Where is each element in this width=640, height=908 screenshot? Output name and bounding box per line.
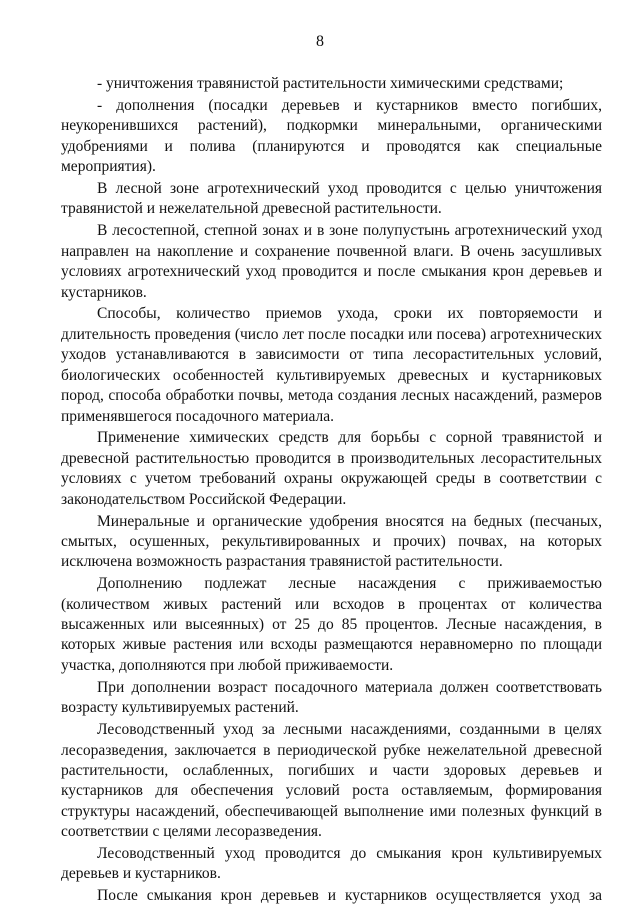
paragraph-forest-zone: В лесной зоне агротехнический уход проводится с целью уничтожения травянистой и нежелательной древесной растительности. — [61, 180, 602, 218]
paragraph-after-closure: После смыкания крон деревьев и кустарников осуществляется уход за — [97, 887, 602, 905]
paragraph-chemicals: Применение химических средств для борьбы с сорной травянистой и древесной растительностью проводится в производительных лесорастительных условиях с учетом требований охраны окружающей среды в соответствии с законодательством Российской Федерации. — [61, 429, 602, 508]
paragraph-list-item-destruction: - уничтожения травянистой растительности химическими средствами; — [97, 75, 564, 92]
paragraph-fertilizers: Минеральные и органические удобрения вносятся на бедных (песчаных, смытых, осушенных, рекультивированных и прочих) почвах, на которых исключена возможность разрастания травянистой растительности. — [61, 512, 602, 571]
page-number: 8 — [316, 33, 324, 50]
paragraph-methods: Способы, количество приемов ухода, сроки их повторяемости и длительность проведения (число лет после посадки или посева) агротехнических уходов устанавливаются в зависимости от типа лесорастительных условий, биологических особенностей культивируемых древесных и кустарниковых пород, способа обработки почвы, метода создания лесных насаждений, размеров применявшегося посадочного материала. — [61, 305, 602, 425]
paragraph-supplement-age: При дополнении возраст посадочного материала должен соответствовать возрасту культивируемых растений. — [61, 678, 602, 717]
paragraph-supplement-rules: Дополнению подлежат лесные насаждения с приживаемостью (количеством живых растений или всходов в процентах от количества высаженных или высеянных) от 25 до 85 процентов. Лесные насаждения, в которых живые растения или всходы размещаются неравномерно по площади участка, дополняются при любой приживаемости. — [61, 575, 602, 674]
paragraph-steppe-zone: В лесостепной, степной зонах и в зоне полупустынь агротехнический уход направлен на накопление и сохранение почвенной влаги. В очень засушливых условиях агротехнический уход проводится и после смыкания крон деревьев и кустарников. — [61, 222, 602, 301]
paragraph-care-until-closure: Лесоводственный уход проводится до смыкания крон культивируемых деревьев и кустарников. — [61, 845, 602, 883]
document-body — [61, 74, 602, 908]
paragraph-list-item-supplement: - дополнения (посадки деревьев и кустарников вместо погибших, неукоренившихся растений), подкормки минеральными, органическими удобрениями и полива (планируются и проводятся как специальные мероприятия). — [61, 96, 602, 176]
paragraph-silvicultural-care: Лесоводственный уход за лесными насаждениями, созданными в целях лесоразведения, заключается в периодической рубке нежелательной древесной растительности, ослабленных, погибших и части здоровых деревьев и кустарников для обеспечения условий роста оставляемым, формирования структуры насаждений, обеспечивающей выполнение ими полезных функций в соответствии с целями лесоразведения. — [61, 721, 602, 841]
